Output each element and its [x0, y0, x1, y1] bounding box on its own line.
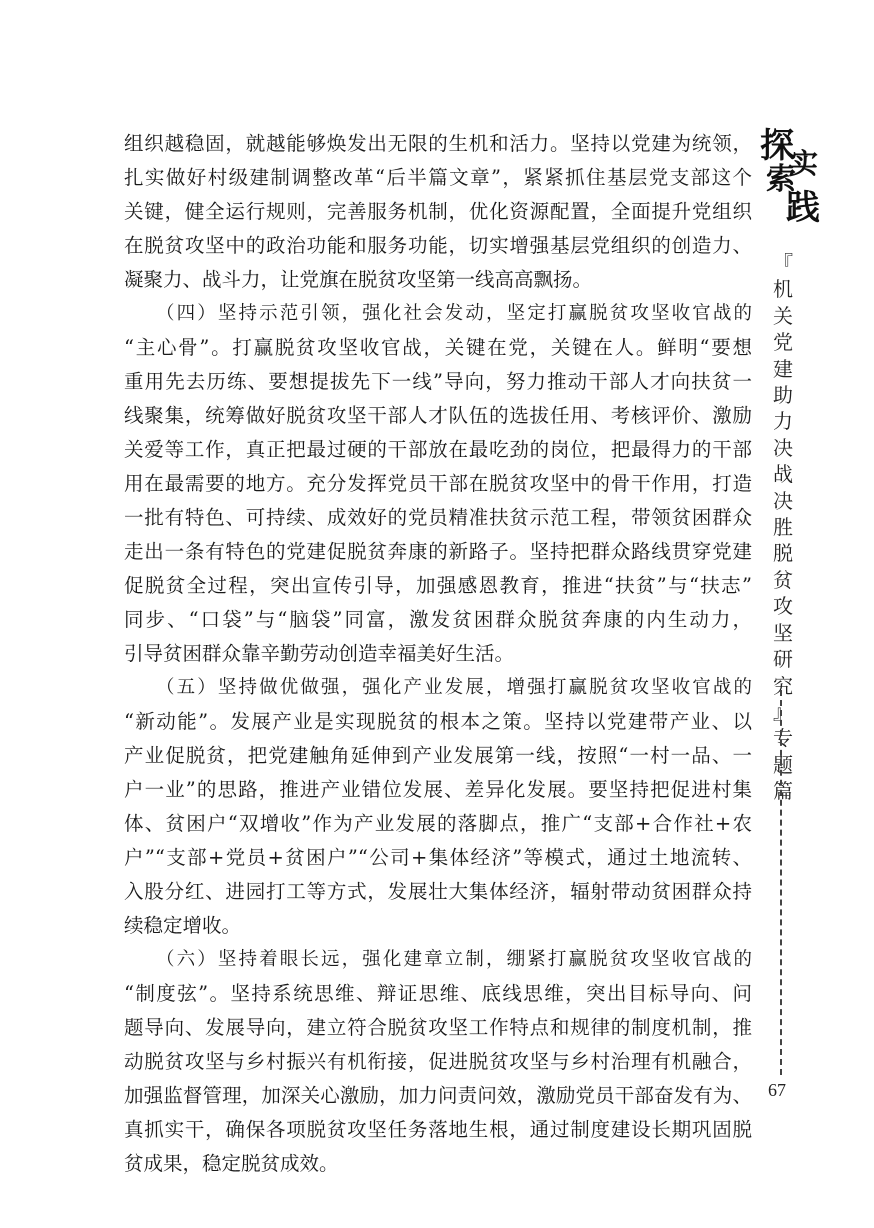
- vertical-title-char: 脱: [773, 541, 793, 566]
- text-line: 走出一条有特色的党建促脱贫奔康的新路子。坚持把群众路线贯穿党建: [124, 540, 752, 563]
- text-line: 在脱贫攻坚中的政治功能和服务功能，切实增强基层党组织的创造力、: [124, 234, 752, 257]
- text-line: 线聚集，统筹做好脱贫攻坚干部人才队伍的选拔任用、考核评价、激励: [124, 404, 752, 427]
- vertical-running-title: [768, 250, 798, 805]
- text-line: 真抓实干，确保各项脱贫攻坚任务落地生根，通过制度建设长期巩固脱: [124, 1118, 752, 1141]
- text-line: 扎实做好村级建制调整改革“后半篇文章”，紧紧抓住基层党支部这个: [124, 166, 752, 189]
- vertical-title-char: 研: [773, 647, 793, 672]
- vertical-title-char: 党: [773, 330, 793, 355]
- vertical-title-char: 攻: [773, 594, 793, 619]
- text-line: 动脱贫攻坚与乡村振兴有机衔接，促进脱贫攻坚与乡村治理有机融合，: [124, 1050, 752, 1073]
- text-line: 一批有特色、可持续、成效好的党员精准扶贫示范工程，带领贫困群众: [124, 506, 752, 529]
- vertical-title-char: 决: [773, 488, 793, 513]
- text-line: 产业促脱贫，把党建触角延伸到产业发展第一线，按照“一村一品、一: [124, 744, 752, 767]
- text-line: 凝聚力、战斗力，让党旗在脱贫攻坚第一线高高飘扬。: [124, 268, 593, 291]
- vertical-title-char: 专: [773, 726, 793, 751]
- logo-calligraphy: [760, 118, 818, 228]
- body-text: [124, 127, 752, 1181]
- vertical-title-char: 胜: [773, 515, 793, 540]
- text-line: 促脱贫全过程，突出宣传引导，加强感恩教育，推进“扶贫”与“扶志”: [124, 574, 752, 597]
- vertical-title-char: 关: [773, 303, 793, 328]
- text-line: 关爱等工作，真正把最过硬的干部放在最吃劲的岗位，把最得力的干部: [124, 438, 752, 461]
- text-line: 同步、“口袋”与“脑袋”同富，激发贫困群众脱贫奔康的内生动力，: [124, 608, 752, 631]
- section-heading-line: （六）坚持着眼长远，强化建章立制，绷紧打赢脱贫攻坚收官战的: [124, 949, 752, 970]
- vertical-title-char: 助: [773, 383, 793, 408]
- section-heading-line: （五）坚持做优做强，强化产业发展，增强打赢脱贫攻坚收官战的: [124, 677, 752, 698]
- logo-char: 探: [760, 126, 794, 166]
- vertical-title-char: 『: [773, 251, 793, 275]
- text-line: 体、贫困户“双增收”作为产业发展的落脚点，推广“支部+合作社+农: [124, 812, 752, 835]
- section-heading-line: （四）坚持示范引领，强化社会发动，坚定打赢脱贫攻坚收官战的: [124, 303, 752, 324]
- vertical-title-char: 坚: [773, 620, 793, 645]
- logo-char: 索: [766, 162, 796, 197]
- text-line: 贫成果，稳定脱贫成效。: [124, 1152, 339, 1175]
- vertical-title-char: 战: [773, 462, 793, 487]
- vertical-title-char: 力: [773, 409, 793, 434]
- text-line: “主心骨”。打赢脱贫攻坚收官战，关键在党，关键在人。鲜明“要想: [124, 336, 752, 359]
- text-line: 引导贫困群众靠辛勤劳动创造幸福美好生活。: [124, 642, 515, 665]
- logo-char: 实: [790, 147, 819, 180]
- text-line: 续稳定增收。: [124, 914, 242, 937]
- dashed-divider: [780, 690, 782, 1075]
- vertical-title-char: 机: [773, 277, 793, 302]
- text-line: 户”“支部+党员+贫困户”“公司+集体经济”等模式，通过土地流转、: [124, 846, 752, 869]
- vertical-title-char: 建: [773, 356, 793, 381]
- page-number: 67: [768, 1080, 786, 1100]
- vertical-title-char: 篇: [773, 779, 793, 804]
- text-line: 用在最需要的地方。充分发挥党员干部在脱贫攻坚中的骨干作用，打造: [124, 472, 752, 495]
- vertical-title-char: 贫: [773, 567, 793, 592]
- text-line: 组织越稳固，就越能够焕发出无限的生机和活力。坚持以党建为统领，: [124, 132, 752, 155]
- text-line: “新动能”。发展产业是实现脱贫的根本之策。坚持以党建带产业、以: [124, 710, 752, 733]
- vertical-title-char: 题: [773, 752, 793, 777]
- text-line: 关键，健全运行规则，完善服务机制，优化资源配置，全面提升党组织: [124, 200, 752, 223]
- text-line: 入股分红、进园打工等方式，发展壮大集体经济，辐射带动贫困群众持: [124, 880, 752, 903]
- vertical-title-char: 』: [773, 699, 793, 724]
- text-line: 加强监督管理，加深关心激励，加力问责问效，激励党员干部奋发有为、: [124, 1084, 752, 1107]
- text-line: 户一业”的思路，推进产业错位发展、差异化发展。要坚持把促进村集: [124, 778, 752, 801]
- text-line: 重用先去历练、要想提拔先下一线”导向，努力推动干部人才向扶贫一: [124, 370, 752, 393]
- vertical-title-char: 究: [773, 673, 793, 698]
- vertical-title-char: 决: [773, 435, 793, 460]
- text-line: 题导向、发展导向，建立符合脱贫攻坚工作特点和规律的制度机制，推: [124, 1016, 752, 1039]
- logo-char: 践: [786, 188, 820, 228]
- text-line: “制度弦”。坚持系统思维、辩证思维、底线思维，突出目标导向、问: [124, 982, 752, 1005]
